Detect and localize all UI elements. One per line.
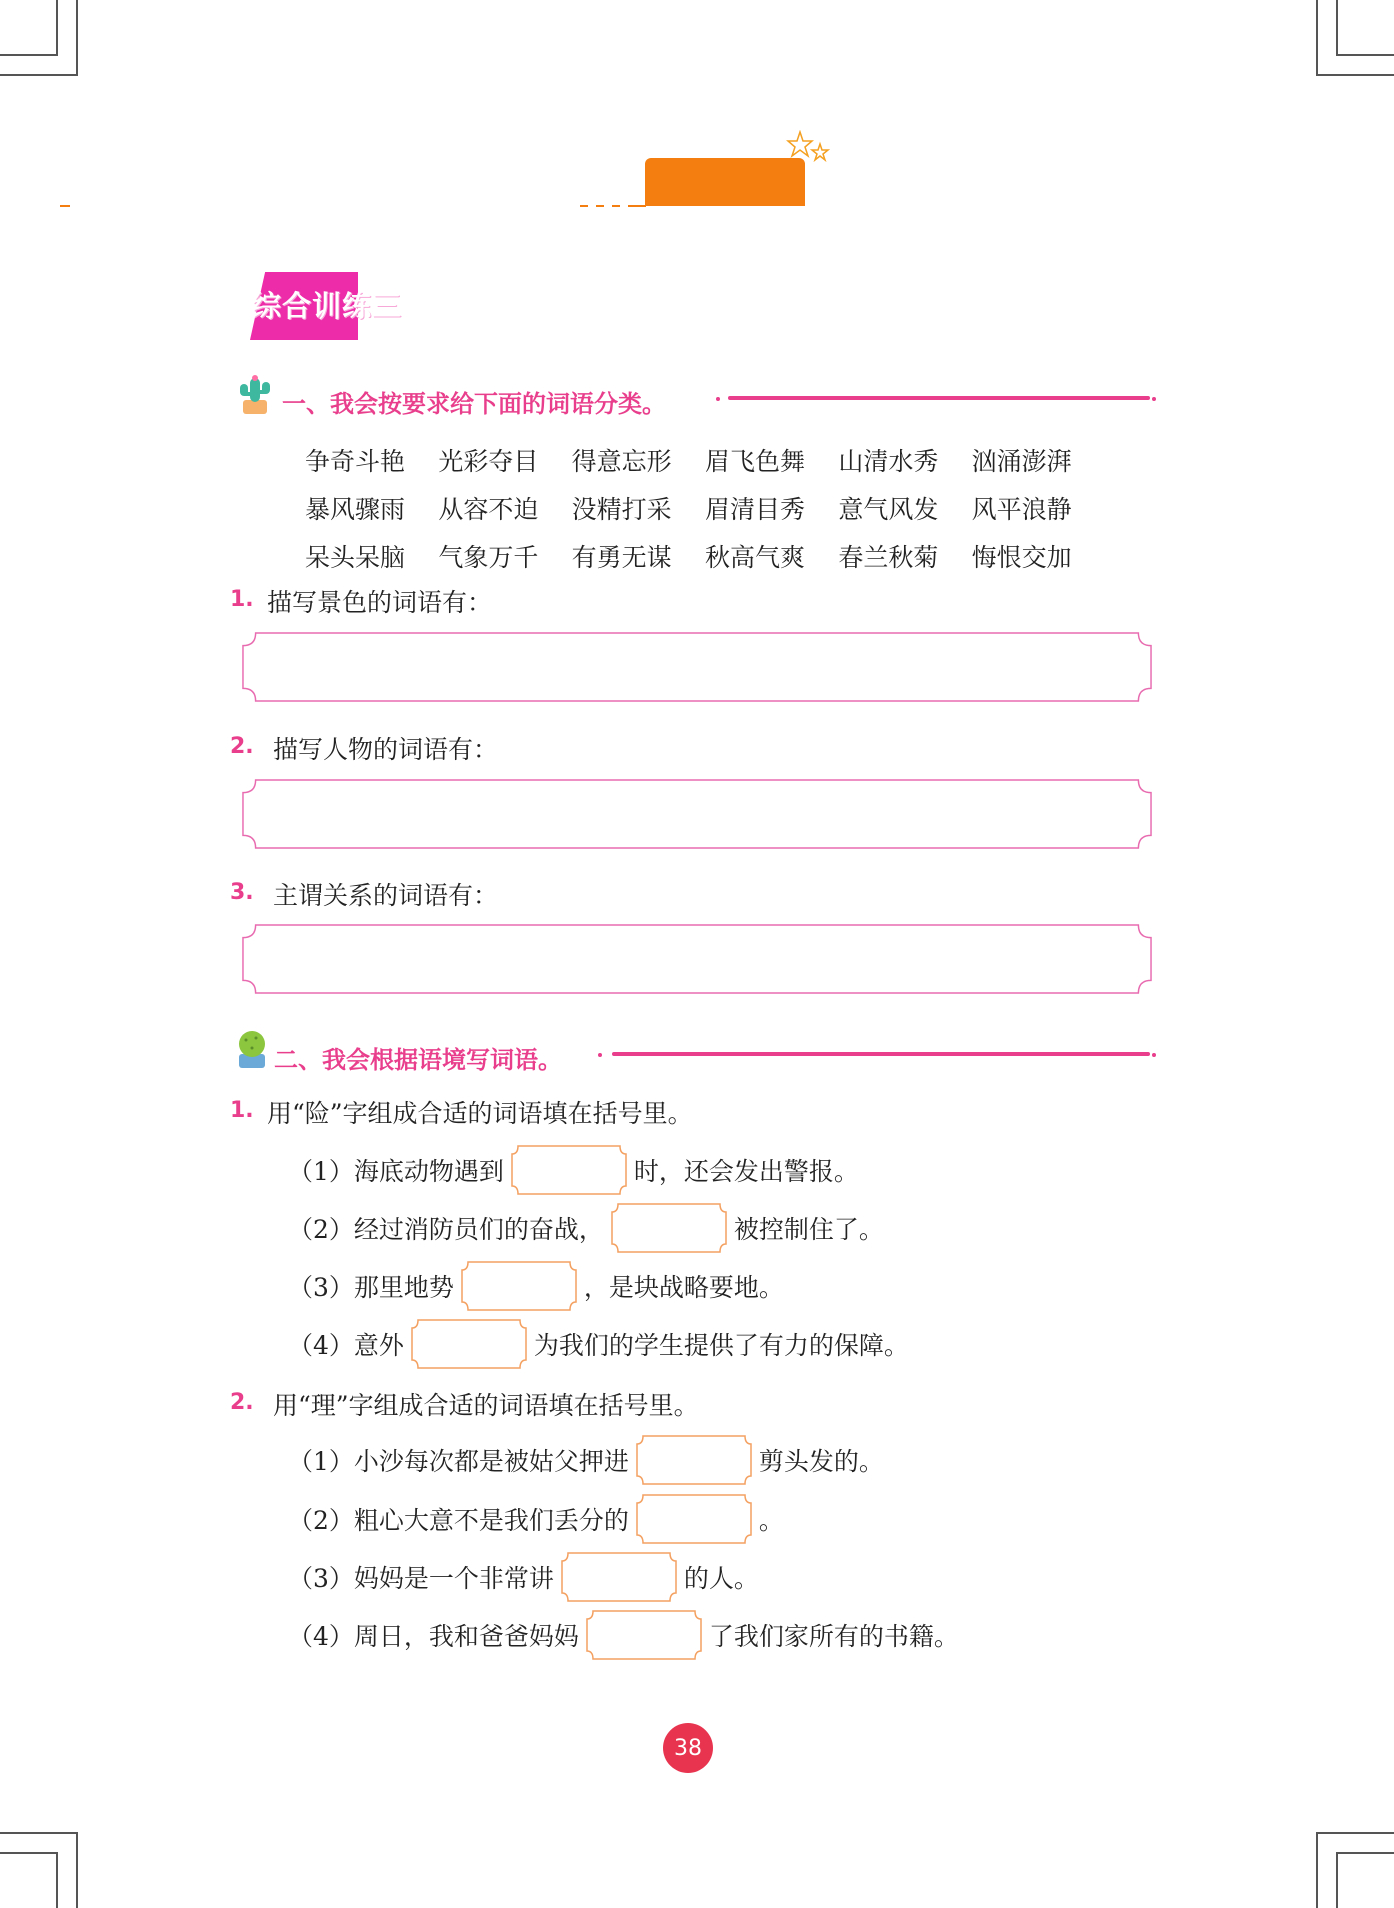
fill-blank[interactable] xyxy=(635,1434,753,1486)
fill-blank[interactable] xyxy=(585,1609,703,1661)
question-number: 2. xyxy=(230,1390,254,1415)
fill-item xyxy=(288,1609,959,1661)
item-after: 剪头发的。 xyxy=(758,1447,884,1476)
orange-dash xyxy=(612,205,620,207)
fill-item xyxy=(288,1551,759,1603)
word: 悔恨交加 xyxy=(971,543,1072,572)
orange-dash xyxy=(628,205,646,207)
question-text: 描写景色的词语有： xyxy=(267,588,493,617)
fill-item xyxy=(288,1144,859,1196)
question-number: 3. xyxy=(230,880,254,905)
item-label: （3） xyxy=(288,1273,354,1302)
fill-item xyxy=(288,1434,884,1486)
word: 气象万千 xyxy=(438,543,539,572)
crop-mark xyxy=(1336,1852,1338,1908)
section1-heading: 一、我会按要求给下面的词语分类。 xyxy=(282,390,666,418)
crop-mark xyxy=(1338,1852,1394,1854)
crop-mark xyxy=(0,1852,56,1854)
answer-box[interactable] xyxy=(229,924,1165,994)
crop-mark xyxy=(0,74,76,76)
crop-mark xyxy=(56,1852,58,1908)
question-number: 1. xyxy=(230,1098,254,1123)
question-text: 用“理”字组成合适的词语填在括号里。 xyxy=(273,1391,699,1420)
answer-box[interactable] xyxy=(229,779,1165,849)
word: 没精打采 xyxy=(571,495,672,524)
item-before: 海底动物遇到 xyxy=(353,1157,504,1186)
item-label: （2） xyxy=(288,1215,354,1244)
word-row xyxy=(305,436,1105,484)
item-after: 时，还会发出警报。 xyxy=(633,1157,859,1186)
item-before: 经过消防员们的奋战， xyxy=(353,1215,604,1244)
item-before: 周日，我和爸爸妈妈 xyxy=(353,1622,579,1651)
crop-mark xyxy=(76,0,78,76)
heading-dot xyxy=(1152,1053,1156,1057)
crop-mark xyxy=(1318,74,1394,76)
item-after: 为我们的学生提供了有力的保障。 xyxy=(533,1331,909,1360)
fill-blank[interactable] xyxy=(460,1260,578,1312)
fill-blank[interactable] xyxy=(635,1493,753,1545)
crop-mark xyxy=(1336,0,1338,56)
heading-rule xyxy=(612,1052,1150,1056)
item-before: 那里地势 xyxy=(353,1273,454,1302)
fill-item xyxy=(288,1202,884,1254)
word: 风平浪静 xyxy=(971,495,1072,524)
crop-mark xyxy=(1316,1832,1318,1908)
item-label: （4） xyxy=(288,1622,354,1651)
exercise-title: 综合训练三 xyxy=(252,289,403,323)
fill-item xyxy=(288,1493,784,1545)
item-after: 。 xyxy=(758,1506,784,1535)
crop-mark xyxy=(1318,1832,1394,1834)
cactus-icon xyxy=(234,1026,270,1070)
heading-dot xyxy=(716,397,720,401)
crop-mark xyxy=(1338,54,1394,56)
item-before: 粗心大意不是我们丢分的 xyxy=(353,1506,629,1535)
section2-heading: 二、我会根据语境写词语。 xyxy=(274,1046,562,1074)
word: 眉飞色舞 xyxy=(704,447,805,476)
heading-rule xyxy=(728,396,1150,400)
orange-dash-left xyxy=(60,205,70,207)
heading-dot xyxy=(1152,397,1156,401)
crop-mark xyxy=(56,0,58,56)
question-number: 1. xyxy=(230,587,254,612)
question-number: 2. xyxy=(230,734,254,759)
crop-mark xyxy=(1316,0,1318,76)
item-label: （1） xyxy=(288,1157,354,1186)
item-label: （1） xyxy=(288,1447,354,1476)
page-number: 38 xyxy=(663,1723,713,1773)
word-row xyxy=(305,532,1105,580)
word: 春兰秋菊 xyxy=(838,543,939,572)
item-label: （4） xyxy=(288,1331,354,1360)
heading-dot xyxy=(598,1053,602,1057)
stars-icon xyxy=(786,130,832,166)
question-text: 用“险”字组成合适的词语填在括号里。 xyxy=(267,1099,693,1128)
word-grid xyxy=(305,436,1105,580)
question-text: 主谓关系的词语有： xyxy=(273,881,499,910)
fill-blank[interactable] xyxy=(560,1551,678,1603)
word: 秋高气爽 xyxy=(704,543,805,572)
crop-mark xyxy=(0,54,56,56)
word: 得意忘形 xyxy=(571,447,672,476)
word: 从容不迫 xyxy=(438,495,539,524)
item-label: （3） xyxy=(288,1564,354,1593)
item-after: 的人。 xyxy=(683,1564,759,1593)
word: 暴风骤雨 xyxy=(305,495,406,524)
question-text: 描写人物的词语有： xyxy=(273,735,499,764)
fill-blank[interactable] xyxy=(610,1202,728,1254)
word-row xyxy=(305,484,1105,532)
crop-mark xyxy=(0,1832,76,1834)
item-after: 被控制住了。 xyxy=(733,1215,884,1244)
word: 光彩夺目 xyxy=(438,447,539,476)
word: 意气风发 xyxy=(838,495,939,524)
word: 呆头呆脑 xyxy=(305,543,406,572)
item-before: 妈妈是一个非常讲 xyxy=(353,1564,554,1593)
fill-item xyxy=(288,1260,784,1312)
fill-blank[interactable] xyxy=(510,1144,628,1196)
orange-dash xyxy=(596,205,604,207)
orange-dash xyxy=(580,205,588,207)
word: 山清水秀 xyxy=(838,447,939,476)
crop-mark xyxy=(76,1832,78,1908)
cactus-icon xyxy=(234,372,276,416)
word: 汹涌澎湃 xyxy=(971,447,1072,476)
word: 眉清目秀 xyxy=(704,495,805,524)
fill-item xyxy=(288,1318,909,1370)
item-label: （2） xyxy=(288,1506,354,1535)
fill-blank[interactable] xyxy=(410,1318,528,1370)
item-before: 小沙每次都是被姑父押进 xyxy=(353,1447,629,1476)
answer-box[interactable] xyxy=(229,632,1165,702)
item-before: 意外 xyxy=(353,1331,404,1360)
orange-tab xyxy=(645,158,805,206)
word: 有勇无谋 xyxy=(571,543,672,572)
item-after: 了我们家所有的书籍。 xyxy=(708,1622,959,1651)
word: 争奇斗艳 xyxy=(305,447,406,476)
item-after: ，是块战略要地。 xyxy=(583,1273,784,1302)
